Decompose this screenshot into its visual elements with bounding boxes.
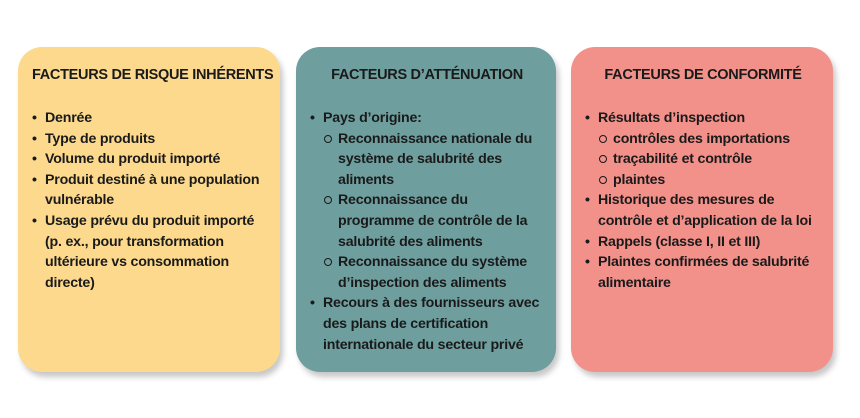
list-item bbox=[310, 293, 544, 355]
sub-list-item: plaintes bbox=[598, 170, 821, 191]
list-item-text: Recours à des fournisseurs avec des plans de certification internationale du secteur privé bbox=[323, 295, 540, 353]
list-item-text: Type de produits bbox=[45, 130, 156, 147]
item-list bbox=[310, 108, 544, 355]
sub-list bbox=[323, 129, 544, 294]
list-item bbox=[585, 190, 821, 231]
list-item-text: Historique des mesures de contrôle et d’application de la loi bbox=[598, 192, 812, 229]
sub-list-item: Reconnaissance du système d’inspection des aliments bbox=[323, 252, 544, 293]
list-item bbox=[585, 252, 821, 293]
list-item-text: Volume du produit importé bbox=[45, 151, 221, 168]
sub-list-item: contrôles des importations bbox=[598, 129, 821, 150]
list-item-text: Usage prévu du produit importé (p. ex., pour transformation ultérieure vs consommation directe) bbox=[45, 212, 255, 291]
mitigation-factors-card bbox=[296, 47, 556, 372]
list-item-text: Pays d’origine: bbox=[323, 110, 422, 126]
list-item bbox=[32, 149, 268, 170]
sub-list-item: Reconnaissance du programme de contrôle de la salubrité des aliments bbox=[323, 190, 544, 252]
sub-list-item: traçabilité et contrôle bbox=[598, 149, 821, 170]
sub-list bbox=[598, 129, 821, 191]
list-item bbox=[32, 211, 268, 293]
compliance-factors-card bbox=[571, 47, 833, 372]
list-item-text: Plaintes confirmées de salubrité alimentaire bbox=[598, 254, 810, 291]
item-list bbox=[585, 108, 821, 293]
list-item-text: Rappels (classe I, II et III) bbox=[598, 233, 761, 250]
list-item-text: Denrée bbox=[45, 110, 92, 126]
item-list bbox=[32, 108, 268, 293]
list-item bbox=[32, 170, 268, 211]
list-item bbox=[585, 108, 821, 190]
card-title: FACTEURS D’ATTÉNUATION bbox=[331, 67, 523, 83]
list-item-text: Produit destiné à une population vulnérable bbox=[45, 171, 260, 209]
card-title: FACTEURS DE CONFORMITÉ bbox=[604, 67, 802, 83]
list-item bbox=[32, 129, 268, 150]
sub-list-item: Reconnaissance nationale du système de salubrité des aliments bbox=[323, 129, 544, 191]
list-item bbox=[585, 232, 821, 253]
list-item bbox=[32, 108, 268, 129]
card-title: FACTEURS DE RISQUE INHÉRENTS bbox=[32, 67, 274, 83]
list-item-text: Résultats d’inspection bbox=[598, 110, 745, 126]
list-item bbox=[310, 108, 544, 293]
inherent-risk-factors-card bbox=[18, 47, 280, 372]
